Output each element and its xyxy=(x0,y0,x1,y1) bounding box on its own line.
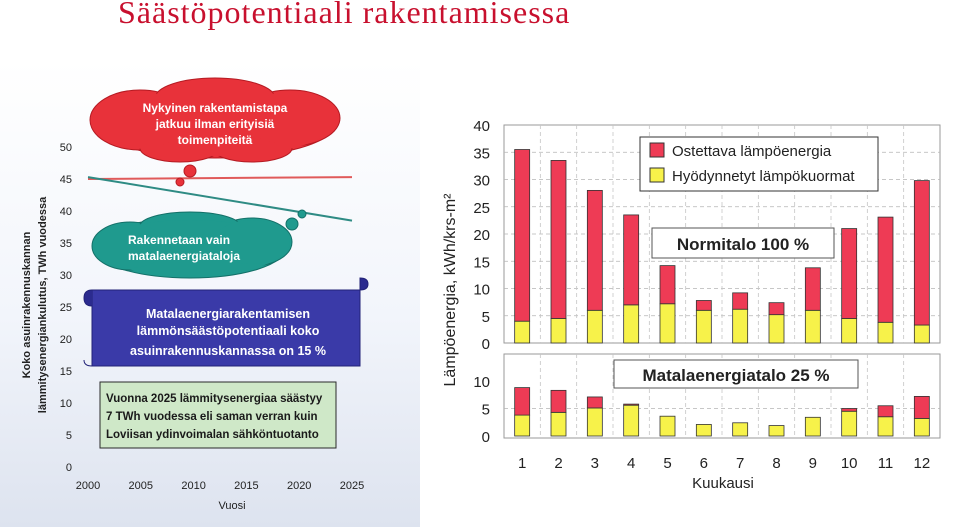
savings-note xyxy=(100,382,336,448)
banner-line-1: Matalaenergiarakentamisen xyxy=(146,307,310,321)
banner-line-2: lämmönsäästöpotentiaali koko xyxy=(136,324,320,338)
left-x-axis-label: Vuosi xyxy=(218,500,246,512)
top-chart-title: Normitalo 100 % xyxy=(676,235,810,254)
x-tick-label: 11 xyxy=(877,455,894,472)
bottom-bar-yellow xyxy=(914,418,929,436)
bottom-bar-yellow xyxy=(624,405,639,436)
bottom-bar-red xyxy=(914,396,929,418)
top-bar-yellow xyxy=(914,325,929,343)
left-x-tick-label: 2020 xyxy=(286,480,312,492)
top-bar-red xyxy=(587,190,602,310)
top-bar-red xyxy=(878,217,893,322)
bottom-bar-yellow xyxy=(805,417,820,436)
top-y-tick-label: 5 xyxy=(481,308,490,326)
x-tick-label: 2 xyxy=(554,455,563,472)
note-line-1: Vuonna 2025 lämmitysenergiaa säästyy xyxy=(106,393,323,405)
left-line-chart xyxy=(0,0,420,527)
top-bar-yellow xyxy=(660,304,675,343)
top-bar-red xyxy=(696,300,711,310)
x-tick-label: 4 xyxy=(626,455,636,472)
left-y-tick-label: 30 xyxy=(59,270,72,282)
left-x-tick-label: 2010 xyxy=(181,480,206,492)
bottom-y-tick-label: 0 xyxy=(481,429,490,446)
top-bar-yellow xyxy=(842,318,857,343)
bottom-title-box xyxy=(614,360,858,388)
bottom-bar-yellow xyxy=(696,424,711,436)
top-bar-red xyxy=(914,181,929,325)
x-tick-label: 9 xyxy=(808,455,818,472)
top-y-tick-label: 20 xyxy=(473,227,490,244)
top-bar-yellow xyxy=(624,305,639,343)
left-x-tick-label: 2000 xyxy=(75,480,101,492)
top-bar-red xyxy=(551,160,566,318)
top-bar-yellow xyxy=(733,309,748,343)
bottom-bar-yellow xyxy=(769,426,784,436)
banner-line-3: asuinrakennuskannassa on 15 % xyxy=(130,344,326,358)
left-x-tick-label: 2025 xyxy=(339,480,365,492)
bottom-bar-red xyxy=(587,397,602,408)
left-y-tick-label: 45 xyxy=(59,174,72,186)
top-y-tick-label: 30 xyxy=(473,172,490,190)
cloud-red-line-3: toimenpiteitä xyxy=(177,133,253,147)
bottom-bar-yellow xyxy=(842,411,857,436)
top-y-tick-label: 10 xyxy=(473,281,490,299)
bottom-bar-red xyxy=(624,404,639,405)
top-bar-red xyxy=(733,293,748,309)
bottom-bar-yellow xyxy=(587,408,602,436)
left-y-axis-label-line-2: lämmitysenergiankulutus, TWh vuodessa xyxy=(37,196,49,414)
cloud-teal-line-1: Rakennetaan vain xyxy=(128,233,231,247)
left-y-tick-label: 25 xyxy=(59,302,72,314)
bottom-bar-yellow xyxy=(515,415,530,436)
left-x-tick-label: 2015 xyxy=(234,480,259,492)
bottom-bar-red xyxy=(842,409,857,412)
top-bar-red xyxy=(624,215,639,305)
legend-swatch-yellow xyxy=(650,168,664,182)
right-y-axis-label: Lämpöenergia, kWh/krs-m² xyxy=(442,193,459,387)
bottom-chart-title: Matalaenergiatalo 25 % xyxy=(642,366,830,385)
bottom-bar-yellow xyxy=(878,417,893,436)
top-y-tick-label: 15 xyxy=(473,254,490,272)
bottom-y-tick-label: 10 xyxy=(473,374,490,391)
x-tick-label: 8 xyxy=(772,455,781,472)
cloud-red-line-1: Nykyinen rakentamistapa xyxy=(142,101,288,115)
left-y-tick-label: 15 xyxy=(59,366,72,378)
left-y-axis-label-line-1: Koko asuinrakennuskannan xyxy=(21,231,33,379)
top-bar-yellow xyxy=(587,310,602,343)
top-y-tick-label: 35 xyxy=(473,145,490,163)
bottom-bar-red xyxy=(878,406,893,417)
top-y-tick-label: 40 xyxy=(473,118,490,135)
x-tick-label: 10 xyxy=(840,455,858,472)
top-bar-red xyxy=(769,303,784,315)
x-tick-label: 5 xyxy=(663,455,672,472)
left-y-tick-label: 20 xyxy=(59,334,72,346)
cloud-teal-line-2: matalaenergiataloja xyxy=(128,249,241,263)
top-bar-yellow xyxy=(696,310,711,343)
top-y-tick-label: 0 xyxy=(481,336,490,353)
top-bar-red xyxy=(842,229,857,319)
bottom-bar-red xyxy=(551,390,566,412)
left-y-tick-label: 50 xyxy=(59,142,72,154)
right-x-axis-label: Kuukausi xyxy=(692,475,754,492)
left-y-tick-label: 0 xyxy=(65,462,72,474)
top-bar-red xyxy=(660,266,675,304)
top-title-box xyxy=(652,228,834,258)
note-line-3: Loviisan ydinvoimalan sähköntuotanto xyxy=(106,429,319,441)
bottom-bar-red xyxy=(515,388,530,416)
x-tick-label: 7 xyxy=(735,455,745,472)
top-bar-yellow xyxy=(769,315,784,343)
top-bar-red xyxy=(805,268,820,311)
right-bar-charts xyxy=(420,0,960,527)
top-bar-yellow xyxy=(551,318,566,343)
top-bar-yellow xyxy=(515,321,530,343)
x-tick-label: 12 xyxy=(913,455,931,472)
legend-label-utilized: Hyödynnetyt lämpökuormat xyxy=(672,168,855,185)
left-y-tick-label: 40 xyxy=(59,206,72,218)
bottom-y-tick-label: 5 xyxy=(481,401,490,419)
top-bar-yellow xyxy=(878,322,893,343)
page-title: Säästöpotentiaali rakentamisessa xyxy=(118,0,571,30)
legend-swatch-red xyxy=(650,143,664,157)
cloud-red-line-2: jatkuu ilman erityisiä xyxy=(155,117,275,131)
left-y-tick-label: 35 xyxy=(59,238,72,250)
savings-banner xyxy=(84,278,368,366)
x-tick-label: 6 xyxy=(699,455,709,472)
note-line-2: 7 TWh vuodessa eli saman verran kuin xyxy=(106,411,318,423)
bottom-bar-yellow xyxy=(733,423,748,436)
top-y-tick-label: 25 xyxy=(473,199,490,217)
legend-label-purchased: Ostettava lämpöenergia xyxy=(672,143,832,160)
x-tick-label: 1 xyxy=(517,455,527,472)
left-y-tick-label: 5 xyxy=(65,430,72,442)
top-bar-yellow xyxy=(805,310,820,343)
left-x-tick-label: 2005 xyxy=(128,480,154,492)
legend xyxy=(640,137,878,191)
bottom-bar-yellow xyxy=(551,412,566,436)
top-bar-red xyxy=(515,150,530,322)
left-y-tick-label: 10 xyxy=(59,398,72,410)
x-tick-label: 3 xyxy=(590,455,600,472)
bottom-bar-yellow xyxy=(660,416,675,436)
